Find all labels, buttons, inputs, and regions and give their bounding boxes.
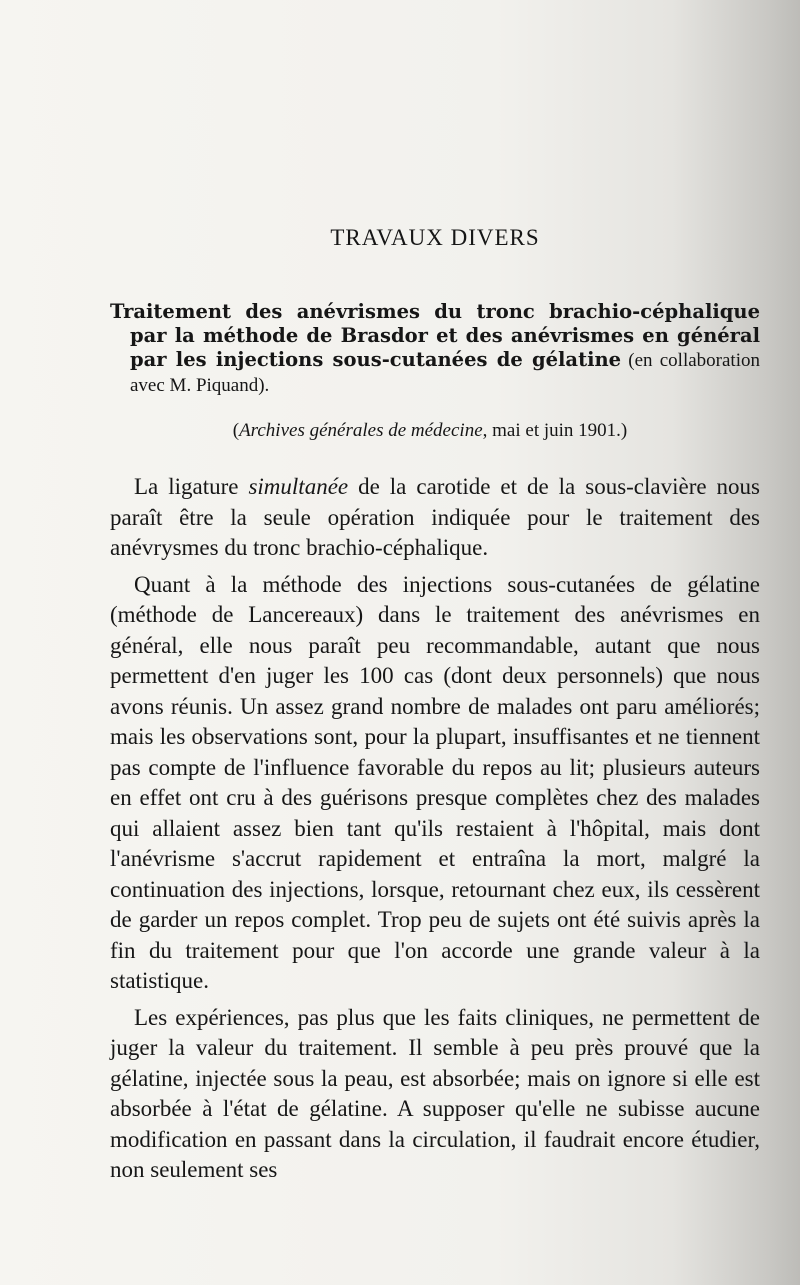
citation-open: (: [232, 420, 240, 441]
paragraph-1-end: de la carotide et de la sous-clavière nous paraît être la seule opération indiquée pour le traitement des anévrysmes du tronc brachio-céphalique.: [110, 474, 760, 560]
article-heading: [110, 300, 760, 398]
paragraph-3: Les expériences, pas plus que les faits cliniques, ne permettent de juger la valeur du traitement. Il semble à peu près prouvé que la gélatine, injectée sous la peau, est absorbée; mais on ignore si elle est absorbée à l'état de gélatine. A supposer qu'elle ne subisse aucune modification en passant dans la circulation, il faudrait encore étudier, non seulement ses: [110, 1004, 760, 1182]
article-title-collaboration: (en collaboration avec M. Piquand).: [130, 350, 760, 396]
paragraph-1-emphasis: simultanée: [248, 474, 349, 499]
paragraph-2: Quant à la méthode des injections sous-cutanées de gélatine (méthode de Lancereaux) dans le traitement des anévrismes en général, elle nous paraît peu recommandable, autant que nous permettent d'en juger les 100 cas (dont deux personnels) que nous avons réunis. Un assez grand nombre de malades ont paru améliorés; mais les observations sont, pour la plupart, insuffisantes et ne tiennent pas compte de l'influence favorable du repos au lit; plusieurs auteurs en effet ont cru à des guérisons presque complètes chez des malades qui allaient assez bien tant qu'ils restaient à l'hôpital, mais dont l'anévrisme s'accrut rapidement et entraîna la mort, malgré la continuation des injections, lorsque, retournant chez eux, ils cessèrent de garder un repos complet. Trop peu de sujets ont été suivis après la fin du traitement pour que l'on accorde une grande valeur à la statistique.: [110, 571, 760, 993]
paragraph-1-start: La ligature: [134, 474, 249, 499]
citation-journal: Archives générales de médecine: [239, 420, 483, 441]
section-title: TRAVAUX DIVERS: [330, 225, 540, 250]
body-text: [110, 472, 760, 1192]
article-heading-text: [110, 300, 760, 398]
paragraph-1: [110, 472, 760, 564]
citation-date: , mai et juin 1901.): [482, 420, 628, 441]
article-citation: [0, 418, 800, 444]
article-title-bold: Traitement des anévrismes du tronc brachio-céphalique par la méthode de Brasdor et des anévrismes en général par les injections sous-cutanées de gélatine: [110, 300, 760, 371]
